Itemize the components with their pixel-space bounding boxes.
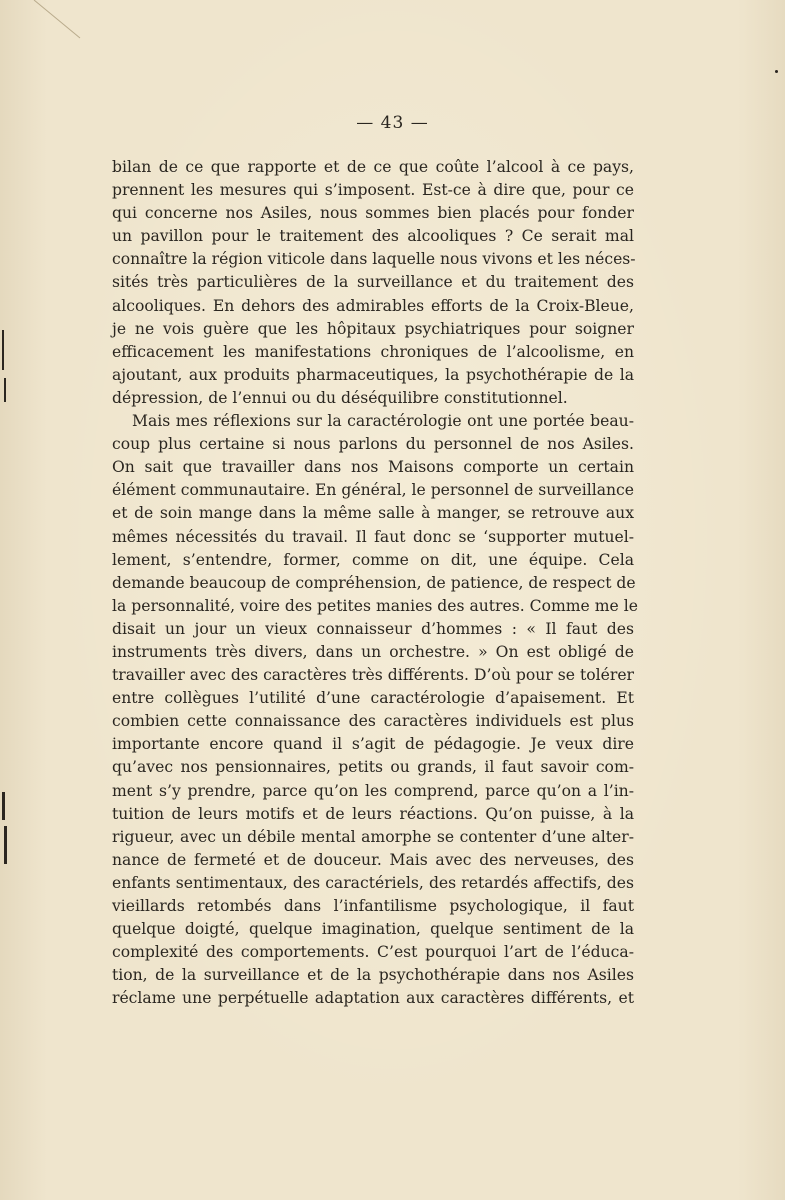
text-line: demande beaucoup de compréhension, de patience, de respect de: [112, 573, 636, 592]
text-line: ajoutant, aux produits pharmaceutiques, la psychothérapie de la: [112, 365, 634, 384]
text-line: vieillards retombés dans l’infantilisme psychologique, il faut: [112, 897, 634, 915]
margin-ink-mark: [2, 792, 5, 820]
text-line: nance de fermeté et de douceur. Mais avec des nerveuses, des: [112, 850, 634, 869]
margin-ink-mark: [4, 378, 6, 402]
text-line: tuition de leurs motifs et de leurs réactions. Qu’on puisse, à la: [112, 804, 634, 823]
text-line: réclame une perpétuelle adaptation aux caractères différents, et: [112, 989, 634, 1008]
text-line: prennent les mesures qui s’imposent. Est-ce à dire que, pour ce: [112, 181, 634, 200]
text-line: tion, de la surveillance et de la psychothérapie dans nos Asiles: [112, 966, 634, 985]
text-line: entre collègues l’utilité d’une caractérologie d’apaisement. Et: [112, 689, 634, 708]
text-line: rigueur, avec un débile mental amorphe se contenter d’une alter-: [112, 827, 634, 846]
text-line: quelque doigté, quelque imagination, quelque sentiment de la: [112, 920, 634, 939]
text-line: qui concerne nos Asiles, nous sommes bien placés pour fonder: [112, 204, 634, 223]
text-line: un pavillon pour le traitement des alcooliques ? Ce serait mal: [112, 227, 634, 246]
text-line: efficacement les manifestations chroniques de l’alcoolisme, en: [112, 342, 634, 361]
text-line: disait un jour un vieux connaisseur d’hommes : « Il faut des: [112, 619, 634, 638]
text-line: connaître la région viticole dans laquelle nous vivons et les néces-: [112, 250, 636, 269]
text-line: Mais mes réflexions sur la caractérologie ont une portée beau-: [132, 412, 634, 431]
text-line: élément communautaire. En général, le personnel de surveillance: [112, 481, 634, 500]
text-line: On sait que travailler dans nos Maisons comporte un certain: [112, 458, 634, 477]
margin-ink-mark: [2, 330, 4, 370]
text-line: et de soin mange dans la même salle à manger, se retrouve aux: [112, 504, 634, 523]
text-line: complexité des comportements. C’est pourquoi l’art de l’éduca-: [112, 943, 634, 962]
text-line: sités très particulières de la surveillance et du traitement des: [112, 273, 634, 292]
text-line: je ne vois guère que les hôpitaux psychiatriques pour soigner: [112, 319, 634, 338]
text-line: qu’avec nos pensionnaires, petits ou grands, il faut savoir com-: [112, 758, 634, 777]
corner-crease-mark: [30, 0, 90, 40]
text-line: alcooliques. En dehors des admirables efforts de la Croix-Bleue,: [112, 296, 634, 315]
text-line: importante encore quand il s’agit de pédagogie. Je veux dire: [112, 735, 634, 754]
text-line: combien cette connaissance des caractères individuels est plus: [112, 712, 634, 731]
margin-ink-mark: [4, 826, 7, 864]
text-line: la personnalité, voire des petites manies des autres. Comme me le: [112, 596, 638, 615]
text-line: ment s’y prendre, parce qu’on les comprend, parce qu’on a l’in-: [112, 781, 634, 800]
body-text: [112, 156, 638, 1010]
page-number: — 43 —: [356, 113, 429, 133]
text-line: instruments très divers, dans un orchestre. » On est obligé de: [112, 642, 634, 661]
text-line: lement, s’entendre, former, comme on dit, une équipe. Cela: [112, 550, 634, 569]
text-line: enfants sentimentaux, des caractériels, des retardés affectifs, des: [112, 873, 634, 892]
text-line: travailler avec des caractères très différents. D’où pour se tolérer: [112, 666, 634, 685]
text-line: mêmes nécessités du travail. Il faut donc se ‘supporter mutuel-: [112, 527, 634, 546]
text-line: coup plus certaine si nous parlons du personnel de nos Asiles.: [112, 435, 634, 454]
text-line: bilan de ce que rapporte et de ce que coûte l’alcool à ce pays,: [112, 158, 634, 176]
margin-ink-mark: [775, 70, 778, 73]
text-line: dépression, de l’ennui ou du déséquilibre constitutionnel.: [112, 388, 568, 407]
